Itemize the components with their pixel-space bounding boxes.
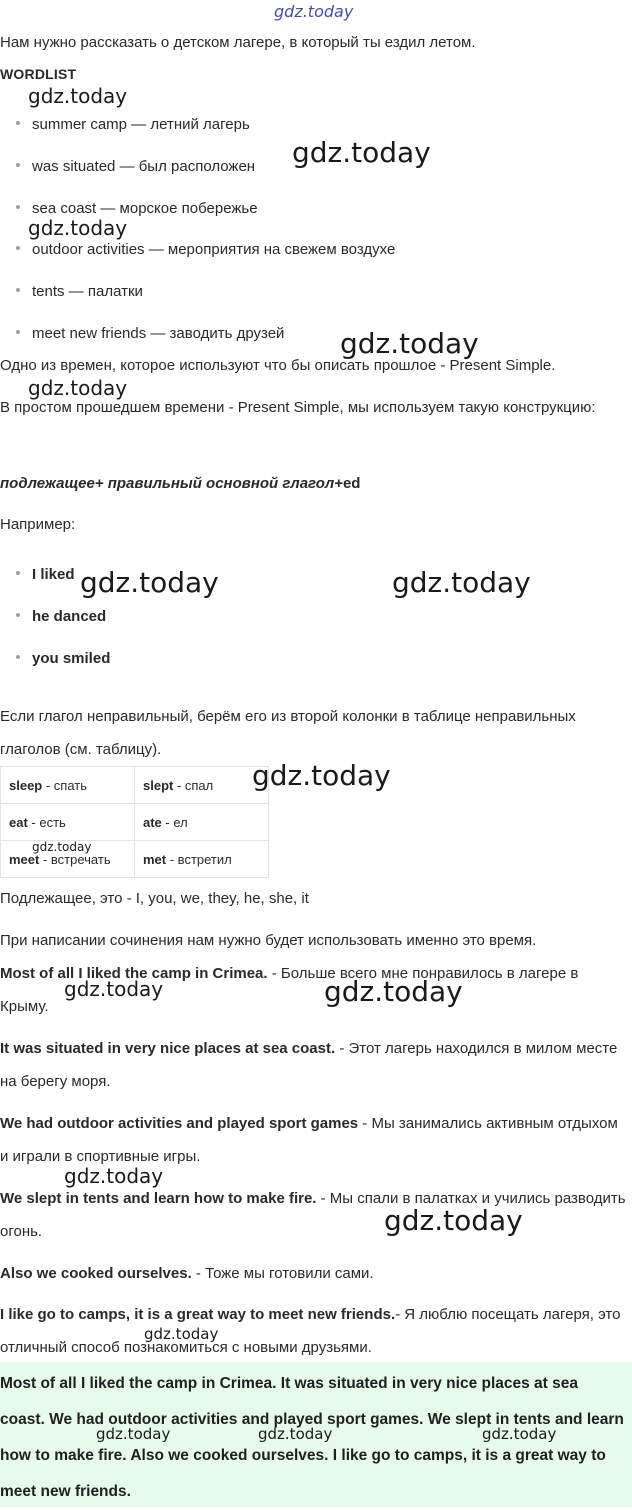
watermark: gdz.today <box>80 566 219 599</box>
watermark: gdz.today <box>144 1325 219 1343</box>
sentence-4: We slept in tents and learn how to make fire. - Мы спали в палатках и учились разводить огонь. <box>0 1190 626 1240</box>
sentence-5: Also we cooked ourselves. - Тоже мы готовили сами. <box>0 1265 374 1282</box>
table-cell: sleep - спать <box>1 767 135 804</box>
watermark: gdz.today <box>28 216 128 240</box>
watermark: gdz.today <box>28 84 128 108</box>
wordlist-item: meet new friends — заводить друзей <box>16 325 284 342</box>
watermark: gdz.today <box>64 977 164 1001</box>
example-item: I liked <box>16 566 75 583</box>
example-label: Например: <box>0 516 76 533</box>
bullet-icon <box>16 288 20 292</box>
watermark: gdz.today <box>392 566 531 599</box>
watermark: gdz.today <box>292 136 431 169</box>
table-cell: met - встретил <box>135 841 269 878</box>
bullet-icon <box>16 121 20 125</box>
irregular-note: Если глагол неправильный, берём его из второй колонки в таблице неправильных глаголов (см. таблицу). <box>0 708 576 758</box>
watermark-top: gdz.today <box>274 2 354 21</box>
sentence-1: Most of all I liked the camp in Crimea. - Больше всего мне понравилось в лагере в Крыму. <box>0 965 579 1015</box>
wordlist-item: was situated — был расположен <box>16 158 255 175</box>
bullet-icon <box>16 655 20 659</box>
grammar-line-1: Одно из времен, которое используют что бы описать прошлое - Present Simple. <box>0 357 556 374</box>
table-cell: ate - ел <box>135 804 269 841</box>
watermark: gdz.today <box>340 327 479 360</box>
bullet-icon <box>16 330 20 334</box>
sentence-2: It was situated in very nice places at sea coast. - Этот лагерь находился в милом месте на берегу моря. <box>0 1040 618 1090</box>
wordlist-heading: WORDLIST <box>0 66 77 82</box>
bullet-icon <box>16 163 20 167</box>
grammar-formula: подлежащее+ правильный основной глагол+ed <box>0 475 361 492</box>
summary-text: Most of all I liked the camp in Crimea. It was situated in very nice places at sea coast. We had outdoor activities and played sport games. We slept in tents and learn how to make fire. Also we cooked ourselves. I like go to camps, it is a great way to meet new friends. <box>0 1375 624 1500</box>
irregular-verbs-table <box>0 766 269 878</box>
watermark: gdz.today <box>96 1425 171 1443</box>
bullet-icon <box>16 613 20 617</box>
watermark: gdz.today <box>64 1164 164 1188</box>
watermark: gdz.today <box>32 840 92 854</box>
table-cell: eat - есть <box>1 804 135 841</box>
bullet-icon <box>16 205 20 209</box>
example-item: you smiled <box>16 650 110 667</box>
watermark: gdz.today <box>258 1425 333 1443</box>
wordlist-item: tents — палатки <box>16 283 143 300</box>
wordlist-item: summer camp — летний лагерь <box>16 116 250 133</box>
watermark: gdz.today <box>28 376 128 400</box>
intro-text: Нам нужно рассказать о детском лагере, в который ты ездил летом. <box>0 34 476 51</box>
table-row <box>1 804 269 841</box>
watermark: gdz.today <box>324 975 463 1008</box>
example-item: he danced <box>16 608 106 625</box>
table-cell: slept - спал <box>135 767 269 804</box>
essay-note: При написании сочинения нам нужно будет использовать именно это время. <box>0 932 537 949</box>
watermark: gdz.today <box>384 1204 523 1237</box>
bullet-icon <box>16 246 20 250</box>
wordlist-item: outdoor activities — мероприятия на свежем воздухе <box>16 241 395 258</box>
wordlist-item: sea coast — морское побережье <box>16 200 258 217</box>
table-cell: meet - встречать <box>1 841 135 878</box>
table-row <box>1 767 269 804</box>
watermark: gdz.today <box>482 1425 557 1443</box>
bullet-icon <box>16 571 20 575</box>
sentence-6: I like go to camps, it is a great way to meet new friends.- Я люблю посещать лагеря, это отличный способ познакомиться с новыми друзьями. <box>0 1306 621 1356</box>
subject-note: Подлежащее, это - I, you, we, they, he, she, it <box>0 890 309 907</box>
watermark: gdz.today <box>252 759 391 792</box>
grammar-line-2: В простом прошедшем времени - Present Simple, мы используем такую конструкцию: <box>0 399 596 416</box>
sentence-3: We had outdoor activities and played sport games - Мы занимались активным отдыхом и играли в спортивные игры. <box>0 1115 618 1165</box>
